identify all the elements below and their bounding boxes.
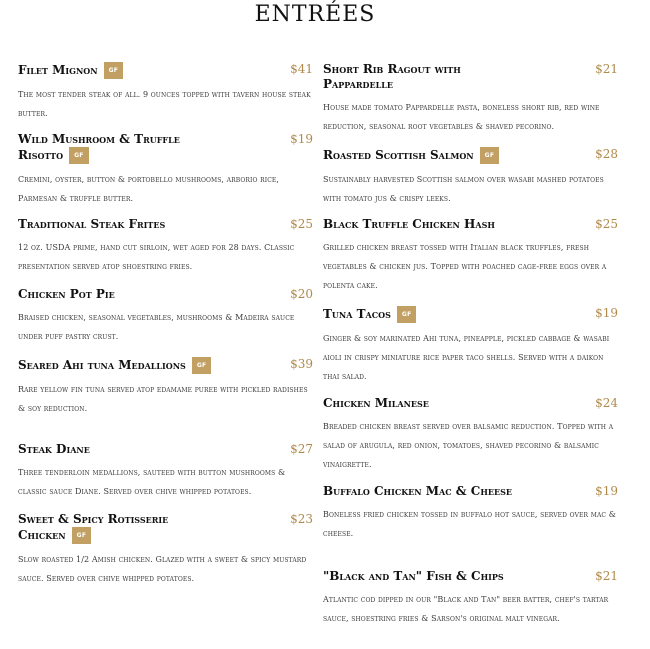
item-name: Chicken Pot Pie <box>18 287 115 301</box>
item-price: $24 <box>595 396 618 410</box>
item-price: $20 <box>290 287 313 301</box>
menu-item-filet-mignon <box>18 62 313 123</box>
item-description: Rare yellow fin tuna served atop edamame puree with pickled radishes & soy reduction. <box>18 385 308 413</box>
item-name: Sweet & Spicy Rotisserie Chicken GF <box>18 512 169 542</box>
item-description: 12 oz. USDA prime, hand cut sirloin, wet aged for 28 days. Classic presentation served atop shoestring fries. <box>18 243 295 271</box>
item-price: $19 <box>595 484 618 498</box>
item-description: Cremini, oyster, button & portobello mushrooms, arborio rice, Parmesan & truffle butter. <box>18 175 280 203</box>
gluten-free-badge: GF <box>72 527 92 544</box>
item-name: Filet Mignon GF <box>18 62 123 79</box>
item-price: $25 <box>290 217 313 231</box>
item-price: $19 <box>290 132 313 146</box>
item-name: Wild Mushroom & Truffle Risotto GF <box>18 132 180 162</box>
item-price: $21 <box>595 569 618 583</box>
item-price: $23 <box>290 512 313 526</box>
item-name: "Black and Tan" Fish & Chips <box>323 569 504 583</box>
item-description: Sustainably harvested Scottish salmon over wasabi mashed potatoes with tomato jus & crispy leeks. <box>323 175 604 203</box>
menu-item-short-rib <box>323 62 618 136</box>
page-title: ENTRÉES <box>254 2 376 27</box>
item-description: Three tenderloin medallions, sauteed with button mushrooms & classic sauce Diane. Served over chive whipped potatoes. <box>18 468 286 496</box>
gluten-free-badge: GF <box>397 306 417 323</box>
item-description: Braised chicken, seasonal vegetables, mushrooms & Madeira sauce under puff pastry crust. <box>18 313 295 341</box>
menu-item-rotisserie-chicken <box>18 512 313 588</box>
item-name: Black Truffle Chicken Hash <box>323 217 495 231</box>
menu-item-chicken-pot-pie <box>18 287 313 346</box>
item-price: $41 <box>290 62 313 76</box>
menu-item-buffalo-mac <box>323 484 618 543</box>
item-name: Short Rib Ragout with Pappardelle <box>323 62 461 91</box>
menu-item-mushroom-risotto <box>18 132 313 208</box>
item-description: Grilled chicken breast tossed with Italian black truffles, fresh vegetables & chicken jus. Topped with poached cage-free eggs over a polenta cake. <box>323 243 607 290</box>
item-price: $39 <box>290 357 313 371</box>
item-price: $25 <box>595 217 618 231</box>
item-price: $27 <box>290 442 313 456</box>
menu-item-chicken-hash <box>323 217 618 295</box>
menu-item-chicken-milanese <box>323 396 618 474</box>
item-name: Steak Diane <box>18 442 90 456</box>
menu-item-steak-frites <box>18 217 313 276</box>
item-name: Traditional Steak Frites <box>18 217 166 231</box>
item-name: Seared Ahi tuna Medallions GF <box>18 357 211 374</box>
item-description: Boneless fried chicken tossed in buffalo hot sauce, served over mac & cheese. <box>323 510 616 538</box>
item-description: The most tender steak of all. 9 ounces topped with tavern house steak butter. <box>18 90 311 118</box>
menu-item-steak-diane <box>18 442 313 501</box>
item-description: Atlantic cod dipped in our "Black and Tan" beer batter, chef's tartar sauce, shoestring fries & Sarson's original malt vinegar. <box>323 595 609 623</box>
item-description: House made tomato Pappardelle pasta, boneless short rib, red wine reduction, seasonal root vegetables & shaved pecorino. <box>323 103 600 131</box>
menu-item-fish-chips <box>323 569 618 628</box>
item-price: $19 <box>595 306 618 320</box>
item-name: Roasted Scottish Salmon GF <box>323 147 499 164</box>
menu-item-scottish-salmon <box>323 147 618 208</box>
item-description: Slow roasted 1/2 Amish chicken. Glazed with a sweet & spicy mustard sauce. Served over chive whipped potatoes. <box>18 555 307 583</box>
gluten-free-badge: GF <box>104 62 124 79</box>
item-price: $28 <box>595 147 618 161</box>
item-description: Ginger & soy marinated Ahi tuna, pineapple, pickled cabbage & wasabi aioli in crispy miniature rice paper taco shells. Served with a daikon thai salad. <box>323 334 610 381</box>
menu-item-ahi-tuna <box>18 357 313 418</box>
item-name: Tuna Tacos GF <box>323 306 416 323</box>
item-name: Buffalo Chicken Mac & Cheese <box>323 484 512 498</box>
gluten-free-badge: GF <box>192 357 212 374</box>
gluten-free-badge: GF <box>69 147 89 164</box>
item-name: Chicken Milanese <box>323 396 429 410</box>
menu-item-tuna-tacos <box>323 306 618 386</box>
gluten-free-badge: GF <box>480 147 500 164</box>
item-description: Breaded chicken breast served over balsamic reduction. Topped with a salad of arugula, red onion, tomatoes, shaved pecorino & balsamic vinaigrette. <box>323 422 614 469</box>
item-price: $21 <box>595 62 618 76</box>
